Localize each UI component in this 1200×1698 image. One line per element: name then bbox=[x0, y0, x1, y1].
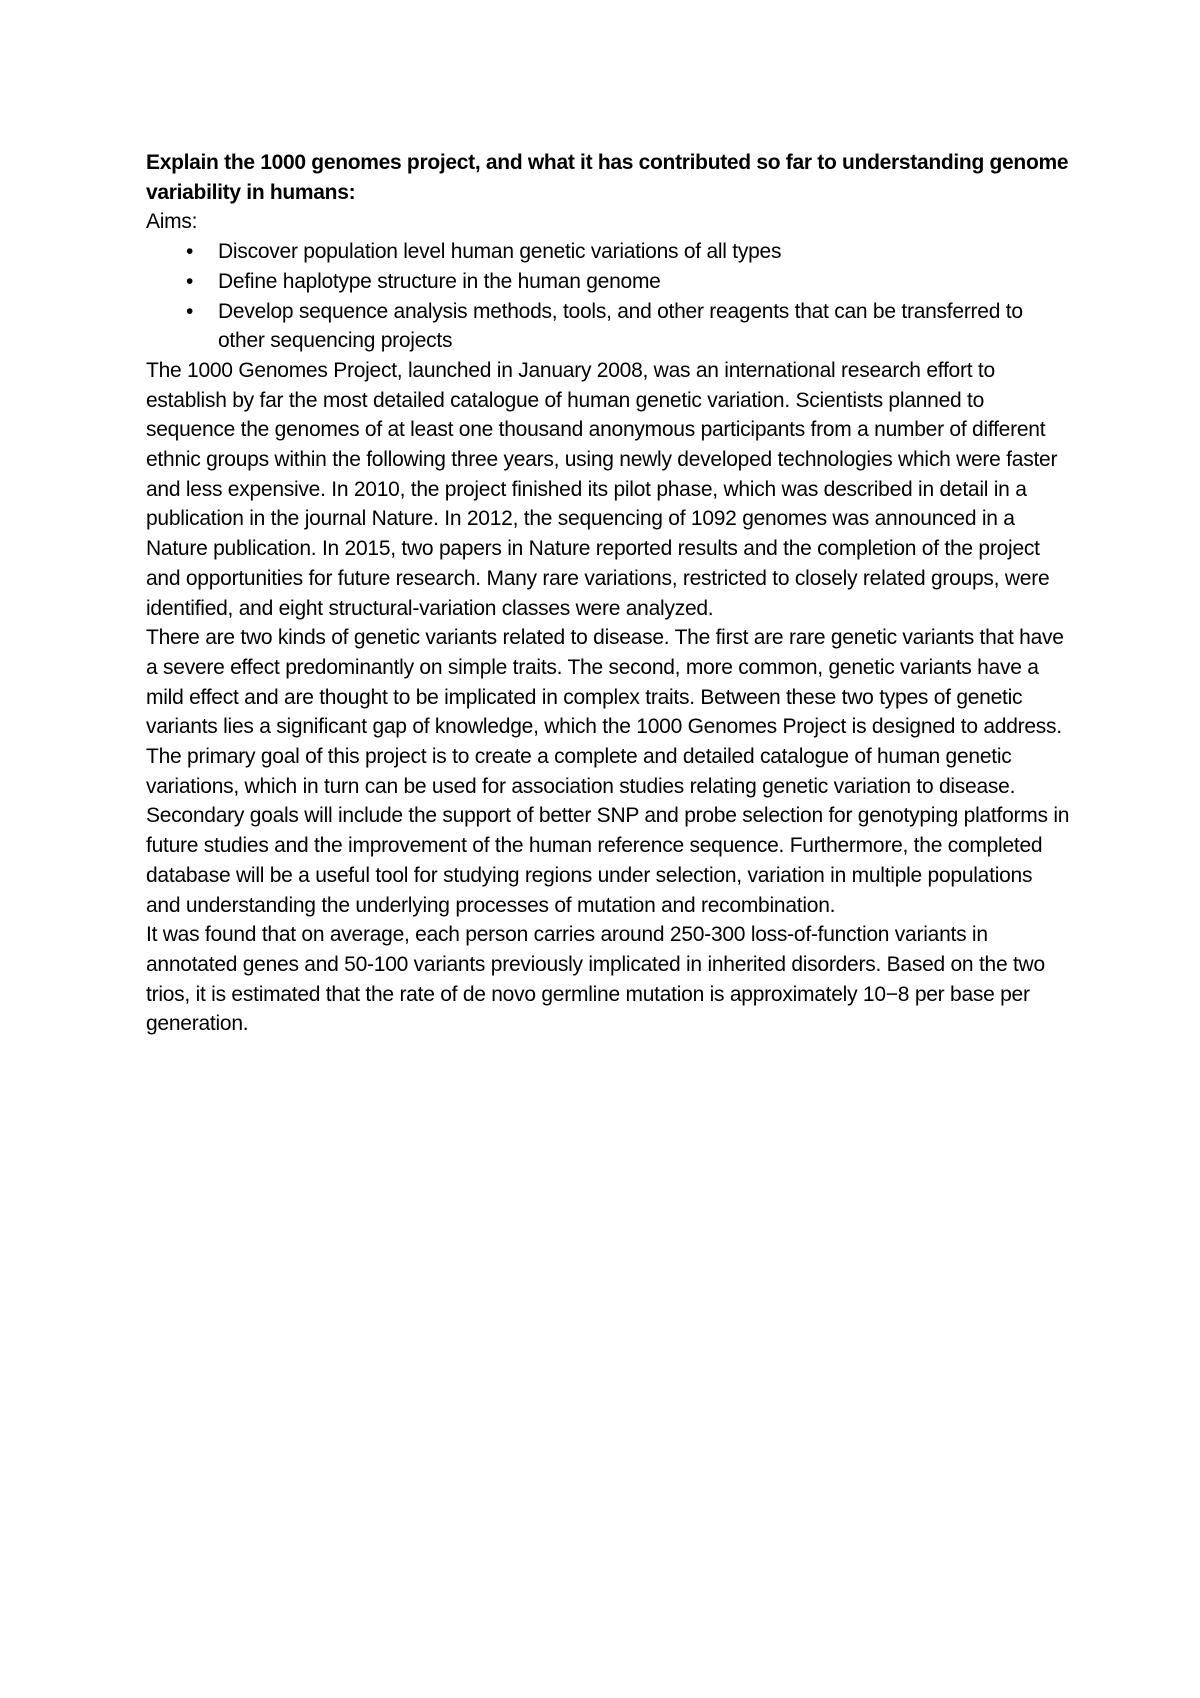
aim-text: Define haplotype structure in the human genome bbox=[218, 269, 661, 293]
aims-list-item bbox=[182, 237, 1071, 267]
bullet-icon: • bbox=[186, 269, 194, 293]
bullet-icon: • bbox=[186, 299, 194, 323]
paragraph-findings: It was found that on average, each person carries around 250-300 loss-of-function variants in annotated genes and 50-100 variants previously implicated in inherited disorders. Based on the two trios, it is estimated that the rate of de novo germline mutation is approximately 10−8 per base per generation. bbox=[146, 923, 1045, 1036]
paragraph-variant-types: There are two kinds of genetic variants related to disease. The first are rare genetic variants that have a severe effect predominantly on simple traits. The second, more common, genetic variants have a mild effect and are thought to be implicated in complex traits. Between these two types of genetic variants lies a significant gap of knowledge, which the 1000 Genomes Project is designed to address. bbox=[146, 626, 1064, 739]
aim-text: Develop sequence analysis methods, tools, and other reagents that can be transferred to other sequencing projects bbox=[218, 299, 1023, 353]
aim-text: Discover population level human genetic variations of all types bbox=[218, 240, 782, 264]
aims-list-item bbox=[182, 297, 1071, 356]
aims-label: Aims: bbox=[146, 210, 198, 234]
paragraph-project-overview: The 1000 Genomes Project, launched in January 2008, was an international research effort to establish by far the most detailed catalogue of human genetic variation. Scientists planned to sequence the genomes of at least one thousand anonymous participants from a number of different ethnic groups within the following three years, using newly developed technologies which were faster and less expensive. In 2010, the project finished its pilot phase, which was described in detail in a publication in the journal Nature. In 2012, the sequencing of 1092 genomes was announced in a Nature publication. In 2015, two papers in Nature reported results and the completion of the project and opportunities for future research. Many rare variations, restricted to closely related groups, were identified, and eight structural-variation classes were analyzed. bbox=[146, 358, 1058, 620]
aims-list bbox=[146, 237, 1071, 356]
paragraph-primary-goal: The primary goal of this project is to create a complete and detailed catalogue of human genetic variations, which in turn can be used for association studies relating genetic variation to disease. bbox=[146, 745, 1016, 798]
question-heading: Explain the 1000 genomes project, and what it has contributed so far to understanding genome variability in humans: bbox=[146, 151, 1069, 204]
paragraph-secondary-goals: Secondary goals will include the support of better SNP and probe selection for genotyping platforms in future studies and the improvement of the human reference sequence. Furthermore, the completed database will be a useful tool for studying regions under selection, variation in multiple populations and understanding the underlying processes of mutation and recombination. bbox=[146, 804, 1070, 917]
aims-list-item bbox=[182, 267, 1071, 297]
document-body bbox=[146, 148, 1071, 1039]
bullet-icon: • bbox=[186, 240, 194, 264]
